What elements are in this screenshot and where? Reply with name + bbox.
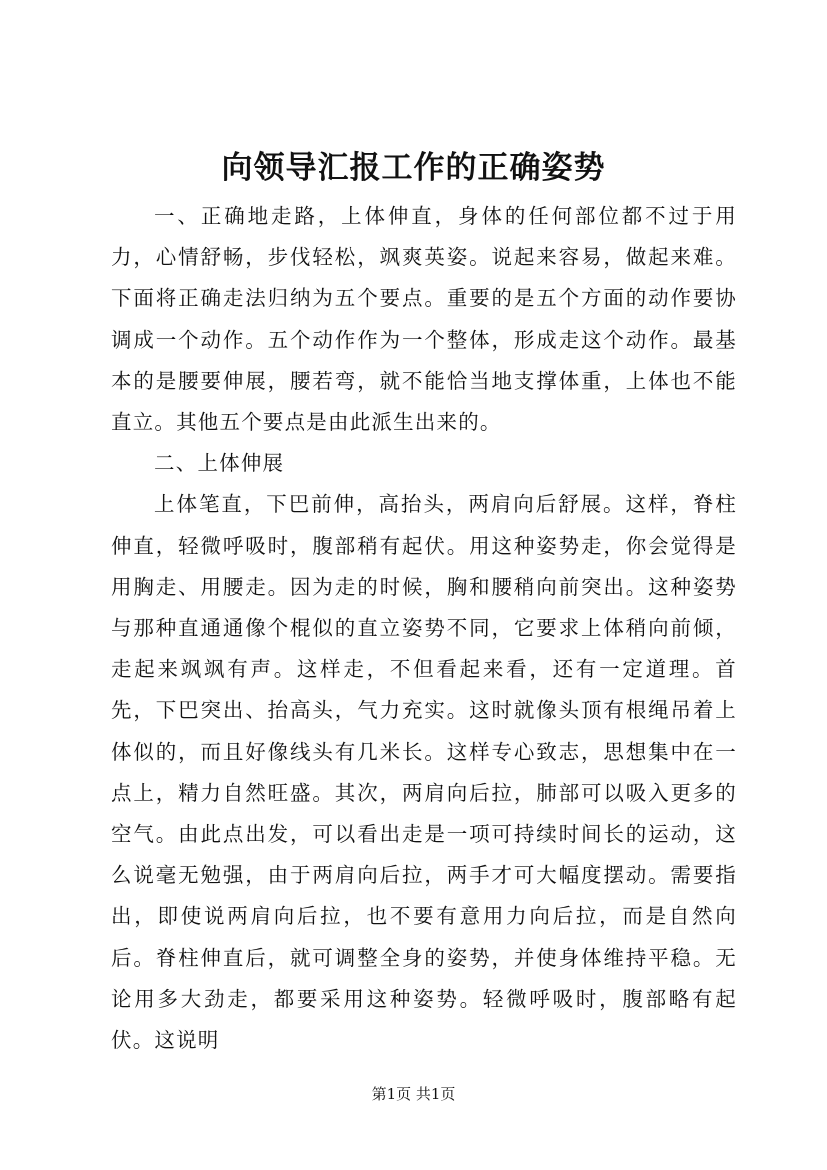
- document-body: [111, 196, 737, 1061]
- paragraph-2-heading: 二、上体伸展: [154, 451, 285, 476]
- page-footer: 第1页 共1页: [371, 1085, 456, 1103]
- document-title: 向领导汇报工作的正确姿势: [221, 150, 606, 186]
- paragraph-3: 上体笔直，下巴前伸，高抬头，两肩向后舒展。这样，脊柱伸直，轻微呼吸时，腹部稍有起伏。用这种姿势走，你会觉得是用胸走、用腰走。因为走的时候，胸和腰稍向前突出。这种姿势与那种直通通像个棍似的直立姿势不同，它要求上体稍向前倾，走起来飒飒有声。这样走，不但看起来看，还有一定道理。首先，下巴突出、抬高头，气力充实。这时就像头顶有根绳吊着上体似的，而且好像线头有几米长。这样专心致志，思想集中在一点上，精力自然旺盛。其次，两肩向后拉，肺部可以吸入更多的空气。由此点出发，可以看出走是一项可持续时间长的运动，这么说毫无勉强，由于两肩向后拉，两手才可大幅度摆动。需要指出，即使说两肩向后拉，也不要有意用力向后拉，而是自然向后。脊柱伸直后，就可调整全身的姿势，并使身体维持平稳。无论用多大劲走，都要采用这种姿势。轻微呼吸时，腹部略有起伏。这说明: [111, 492, 737, 1053]
- paragraph-1: 一、正确地走路，上体伸直，身体的任何部位都不过于用力，心情舒畅，步伐轻松，飒爽英姿。说起来容易，做起来难。下面将正确走法归纳为五个要点。重要的是五个方面的动作要协调成一个动作。五个动作作为一个整体，形成走这个动作。最基本的是腰要伸展，腰若弯，就不能恰当地支撑体重，上体也不能直立。其他五个要点是由此派生出来的。: [111, 204, 737, 435]
